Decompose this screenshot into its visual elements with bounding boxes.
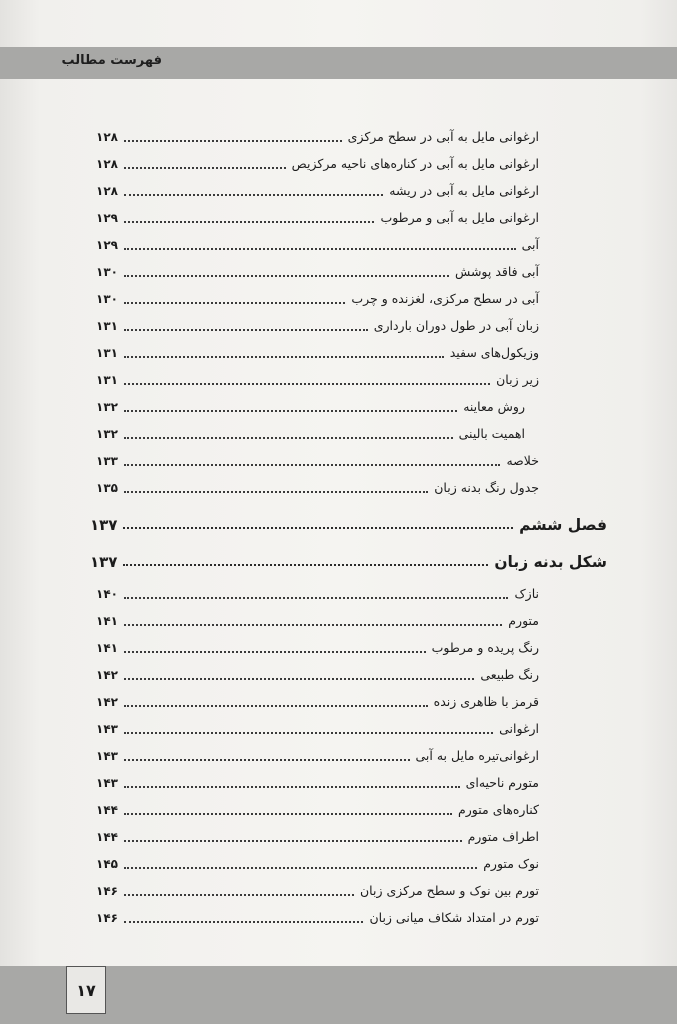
toc-entry-title: متورم ناحیه‌ای [465, 775, 539, 790]
toc-entry [96, 770, 539, 792]
toc-entry-page: ۱۴۱ [96, 614, 118, 628]
toc-entry [96, 232, 539, 254]
toc-entry-title: زبان آبی در طول دوران بارداری [373, 318, 539, 333]
dot-leader [124, 248, 516, 250]
header-title: فهرست مطالب [61, 53, 162, 68]
toc-entry-title: قرمز با ظاهری زنده [433, 694, 539, 709]
toc-entry [96, 689, 539, 711]
toc-entry-title: نوک متورم [483, 856, 539, 871]
toc-entry [96, 878, 539, 900]
toc-entry-title: ارغوانی مایل به آبی در سطح مرکزی [347, 129, 539, 144]
toc-entry-page: ۱۲۸ [96, 157, 118, 171]
toc-entry-page: ۱۴۴ [96, 803, 118, 817]
toc-entry-title: ارغوانی مایل به آبی در کناره‌های ناحیه مرکزیص [291, 156, 539, 171]
toc-entry [96, 716, 539, 738]
dot-leader [124, 624, 502, 626]
dot-leader [124, 921, 363, 923]
toc-chapter-title: شکل بدنه زبان [494, 553, 607, 571]
toc-entry-title: روش معاینه [463, 399, 525, 414]
toc-entry-page: ۱۴۰ [96, 587, 118, 601]
dot-leader [124, 491, 428, 493]
dot-leader [124, 464, 501, 466]
toc-chapter-title: فصل ششم [519, 516, 607, 534]
dot-leader [124, 275, 449, 277]
toc-entry-page: ۱۳۱ [96, 373, 118, 387]
dot-leader [124, 597, 509, 599]
toc-entry-page: ۱۴۴ [96, 830, 118, 844]
toc-entry [96, 421, 525, 443]
toc-entry-title: اطراف متورم [467, 829, 539, 844]
toc-entry [96, 662, 539, 684]
toc-entry-page: ۱۳۵ [96, 481, 118, 495]
dot-leader [124, 894, 354, 896]
toc-entry [96, 608, 539, 630]
toc-entry-title: رنگ پریده و مرطوب [431, 640, 539, 655]
dot-leader [124, 194, 383, 196]
toc-chapter-page: ۱۳۷ [90, 553, 118, 571]
toc-entry-page: ۱۲۹ [96, 238, 118, 252]
toc-entry-title: رنگ طبیعی [480, 667, 539, 682]
toc-chapter-entry [90, 508, 607, 534]
toc-entry [96, 313, 539, 335]
header-bar [0, 47, 677, 79]
toc-entry-title: متورم [508, 613, 539, 628]
toc-entry [96, 635, 539, 657]
toc-entry-title: ارغوانی مایل به آبی در ریشه [389, 183, 539, 198]
dot-leader [124, 705, 428, 707]
dot-leader [124, 140, 342, 142]
toc-entry-title: وزیکول‌های سفید [449, 345, 539, 360]
toc-entry [96, 824, 539, 846]
toc-entry-title: آبی فاقد پوشش [455, 264, 539, 279]
toc-entry-title: نازک [514, 586, 539, 601]
toc-entry-title: آبی [521, 237, 539, 252]
toc-entry [96, 178, 539, 200]
toc-entry [96, 905, 539, 927]
toc-entry-page: ۱۲۸ [96, 130, 118, 144]
toc-entry-page: ۱۴۲ [96, 695, 118, 709]
toc-entry [96, 394, 525, 416]
toc-entry [96, 124, 539, 146]
toc-entry [96, 851, 539, 873]
dot-leader [124, 410, 457, 412]
toc-entry-page: ۱۳۲ [96, 427, 118, 441]
dot-leader [124, 813, 452, 815]
toc-entry-title: ارغوانی‌تیره مایل به آبی [415, 748, 539, 763]
toc-entry [96, 743, 539, 765]
toc-entry [96, 151, 539, 173]
toc-entry [96, 205, 539, 227]
toc-entry-title: ارغوانی مایل به آبی و مرطوب [380, 210, 539, 225]
toc-entry [96, 340, 539, 362]
page-number: ۱۷ [66, 966, 106, 1014]
dot-leader [124, 678, 474, 680]
dot-leader [124, 302, 345, 304]
toc-entry-title: کناره‌های متورم [458, 802, 539, 817]
toc-entry-title: خلاصه [506, 453, 539, 468]
toc-entry [96, 367, 539, 389]
toc-chapter-entry [90, 545, 607, 571]
toc-entry-title: آبی در سطح مرکزی، لغزنده و چرب [351, 291, 539, 306]
dot-leader [123, 527, 513, 529]
toc-entry-page: ۱۴۶ [96, 884, 118, 898]
toc-entry-title: اهمیت بالینی [458, 426, 525, 441]
dot-leader [124, 221, 374, 223]
dot-leader [124, 732, 493, 734]
toc-entry-page: ۱۴۳ [96, 749, 118, 763]
toc-entry-page: ۱۳۰ [96, 265, 118, 279]
toc-entry [96, 581, 539, 603]
toc-entry-page: ۱۴۵ [96, 857, 118, 871]
toc-entry [96, 475, 539, 497]
dot-leader [124, 840, 462, 842]
toc-entry-title: ارغوانی [499, 721, 539, 736]
toc-entry [96, 259, 539, 281]
toc-entry-title: تورم در امتداد شکاف میانی زبان [369, 910, 539, 925]
dot-leader [124, 786, 460, 788]
toc-entry-page: ۱۲۸ [96, 184, 118, 198]
toc-entry-title: تورم بین نوک و سطح مرکزی زبان [359, 883, 539, 898]
toc-entry-page: ۱۳۰ [96, 292, 118, 306]
dot-leader [124, 651, 426, 653]
toc-entry-page: ۱۴۶ [96, 911, 118, 925]
dot-leader [124, 759, 410, 761]
toc-entry-title: جدول رنگ بدنه زبان [434, 480, 539, 495]
dot-leader [124, 383, 490, 385]
toc-entry-page: ۱۴۱ [96, 641, 118, 655]
dot-leader [123, 564, 488, 566]
dot-leader [124, 437, 453, 439]
toc-entry-page: ۱۴۳ [96, 722, 118, 736]
toc-entry-page: ۱۳۱ [96, 319, 118, 333]
toc-entry-page: ۱۴۳ [96, 776, 118, 790]
toc-entry-page: ۱۴۲ [96, 668, 118, 682]
dot-leader [124, 167, 286, 169]
toc-entry-page: ۱۲۹ [96, 211, 118, 225]
toc-entry [96, 448, 539, 470]
toc-entry-title: زیر زبان [496, 372, 539, 387]
toc-chapter-page: ۱۳۷ [90, 516, 118, 534]
toc-entry [96, 797, 539, 819]
dot-leader [124, 356, 444, 358]
toc-entry [96, 286, 539, 308]
dot-leader [124, 867, 477, 869]
toc-entry-page: ۱۳۳ [96, 454, 118, 468]
dot-leader [124, 329, 368, 331]
toc-entry-page: ۱۳۲ [96, 400, 118, 414]
toc-entry-page: ۱۳۱ [96, 346, 118, 360]
